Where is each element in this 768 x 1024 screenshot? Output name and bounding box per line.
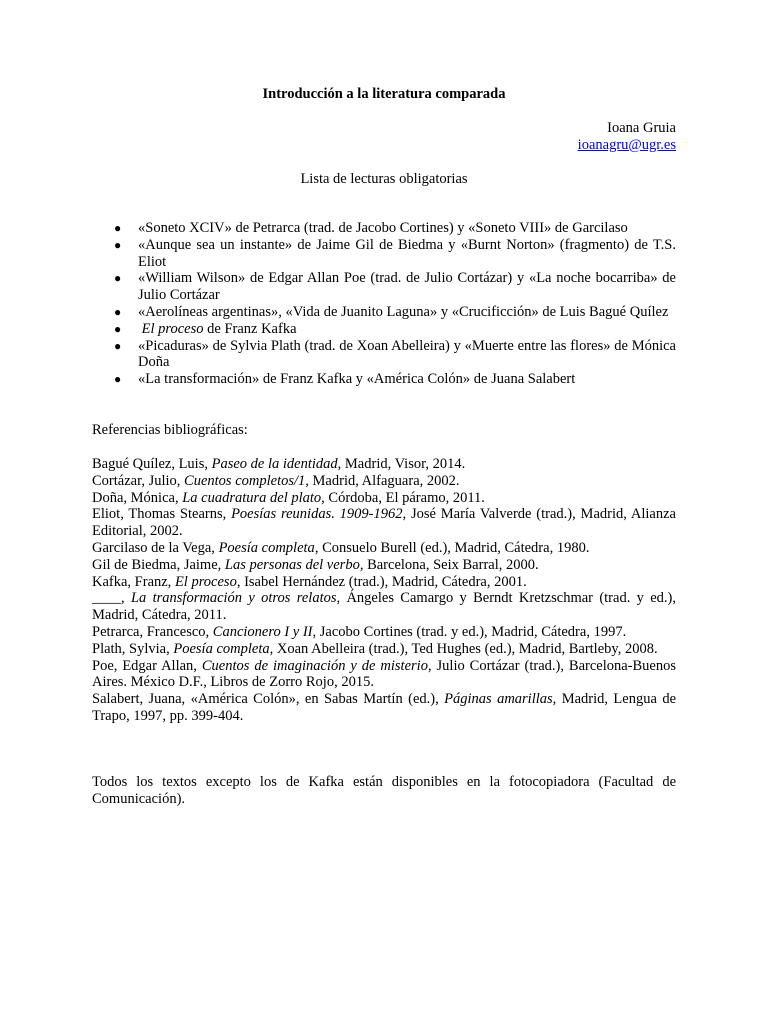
reference-author: Doña, Mónica, (92, 489, 183, 506)
reference-title: Páginas amarillas (444, 691, 553, 708)
reference-entry (92, 624, 676, 641)
bullet-icon: ● (114, 338, 122, 353)
reference-author: Poe, Edgar Allan, (92, 657, 202, 674)
reference-entry (92, 473, 676, 490)
reading-item (92, 304, 676, 321)
reading-item (92, 220, 676, 237)
document-title: Introducción a la literatura comparada (262, 86, 506, 102)
reference-entry (92, 641, 676, 658)
bullet-icon: ● (114, 321, 122, 336)
reference-author: ____, (92, 590, 131, 607)
reference-title: Paseo de la identidad (211, 456, 338, 472)
reference-details: , Córdoba, El páramo, 2011. (321, 489, 485, 506)
reading-item (92, 371, 676, 388)
reference-title: La transformación y otros relatos (130, 590, 337, 607)
reading-list (92, 220, 676, 388)
reference-details: , Jacobo Cortines (trad. y ed.), Madrid, Cátedra, 1997. (312, 623, 627, 640)
reference-details: , Madrid, Visor, 2014. (337, 456, 466, 472)
author-email-link[interactable]: ioanagru@ugr.es (577, 136, 676, 153)
reference-details: , Xoan Abelleira (trad.), Ted Hughes (ed.), Madrid, Bartleby, 2008. (269, 640, 658, 657)
author-block (578, 120, 676, 154)
reference-title: Cuentos de imaginación y de misterio (201, 657, 428, 674)
reading-item-text: de Franz Kafka (203, 320, 297, 337)
reading-list-heading: Lista de lecturas obligatorias (300, 171, 468, 187)
bullet-icon: ● (114, 221, 122, 235)
reference-details: , Madrid, Lengua de Trapo, 1997, pp. 399-404. (92, 691, 677, 724)
reference-entry (92, 658, 676, 692)
author-name: Ioana Gruia (607, 120, 676, 136)
reading-item-italic: El proceso (141, 320, 204, 337)
bullet-icon: ● (114, 237, 122, 252)
references-heading: Referencias bibliográficas: (92, 422, 248, 438)
reference-author: Garcilaso de la Vega, (92, 539, 219, 556)
reading-item-text: «La transformación» de Franz Kafka y «América Colón» de Juana Salabert (138, 371, 576, 388)
reference-author: Cortázar, Julio, (92, 472, 185, 489)
reading-item-text: «Picaduras» de Sylvia Plath (trad. de Xoan Abelleira) y «Muerte entre las flores» de Mónica Doña (138, 337, 676, 371)
reference-details: , Consuelo Burell (ed.), Madrid, Cátedra, 1980. (314, 539, 590, 556)
bullet-icon: ● (114, 271, 122, 286)
reference-author: Eliot, Thomas Stearns, (92, 506, 232, 523)
reference-entry (92, 506, 676, 540)
reference-title: Cancionero I y II (212, 623, 313, 640)
reference-entry (92, 574, 676, 591)
reference-author: Gil de Biedma, Jaime, (92, 556, 225, 573)
bullet-icon: ● (114, 372, 122, 387)
bullet-icon: ● (114, 304, 122, 319)
reference-entry (92, 590, 676, 624)
reference-details: , Madrid, Alfaguara, 2002. (305, 472, 460, 489)
reference-author: Plath, Sylvia, (92, 640, 174, 657)
reference-entry (92, 691, 676, 725)
reading-item-text: «Aunque sea un instante» de Jaime Gil de Biedma y «Burnt Norton» (fragmento) de T.S. Eliot (138, 236, 676, 270)
availability-note: Todos los textos excepto los de Kafka están disponibles en la fotocopiadora (Facultad de Comunicación). (92, 774, 676, 807)
reference-title: Cuentos completos/1 (184, 472, 306, 489)
reference-title: Poesía completa (173, 640, 270, 657)
reading-item (92, 270, 676, 304)
reference-author: Bagué Quílez, Luis, (92, 456, 212, 472)
references-list (92, 456, 676, 725)
reference-details: , Barcelona, Seix Barral, 2000. (359, 556, 539, 573)
reference-details: , Isabel Hernández (trad.), Madrid, Cátedra, 2001. (236, 573, 527, 590)
reading-item (92, 321, 676, 338)
reading-item-text: «Soneto XCIV» de Petrarca (trad. de Jacobo Cortines) y «Soneto VIII» de Garcilaso (138, 220, 628, 236)
reference-title: Las personas del verbo (224, 556, 360, 573)
reading-item-text: «Aerolíneas argentinas», «Vida de Juanito Laguna» y «Crucificción» de Luis Bagué Quílez (138, 303, 669, 320)
reference-details: , Julio Cortázar (trad.), Barcelona-Buenos Aires. México D.F., Libros de Zorro Rojo, 2015. (92, 657, 677, 691)
reading-item (92, 237, 676, 271)
reference-entry (92, 557, 676, 574)
reference-author: Salabert, Juana, «América Colón», en Sabas Martín (ed.), (92, 691, 445, 708)
reference-title: Poesías reunidas. 1909-1962 (231, 506, 403, 523)
reference-details: , José María Valverde (trad.), Madrid, Alianza Editorial, 2002. (92, 506, 676, 540)
reference-entry (92, 490, 676, 507)
reference-author: Kafka, Franz, (92, 573, 175, 590)
reference-title: El proceso (174, 573, 237, 590)
reading-item (92, 338, 676, 372)
reference-entry (92, 456, 676, 473)
reading-item-text: «William Wilson» de Edgar Allan Poe (trad. de Julio Cortázar) y «La noche bocarriba» de Julio Cortázar (138, 270, 676, 304)
reference-author: Petrarca, Francesco, (92, 623, 213, 640)
reference-details: , Ángeles Camargo y Berndt Kretzschmar (trad. y ed.), Madrid, Cátedra, 2011. (92, 590, 676, 624)
reference-entry (92, 540, 676, 557)
reference-title: Poesía completa (218, 539, 315, 556)
reference-title: La cuadratura del plato (182, 489, 322, 506)
